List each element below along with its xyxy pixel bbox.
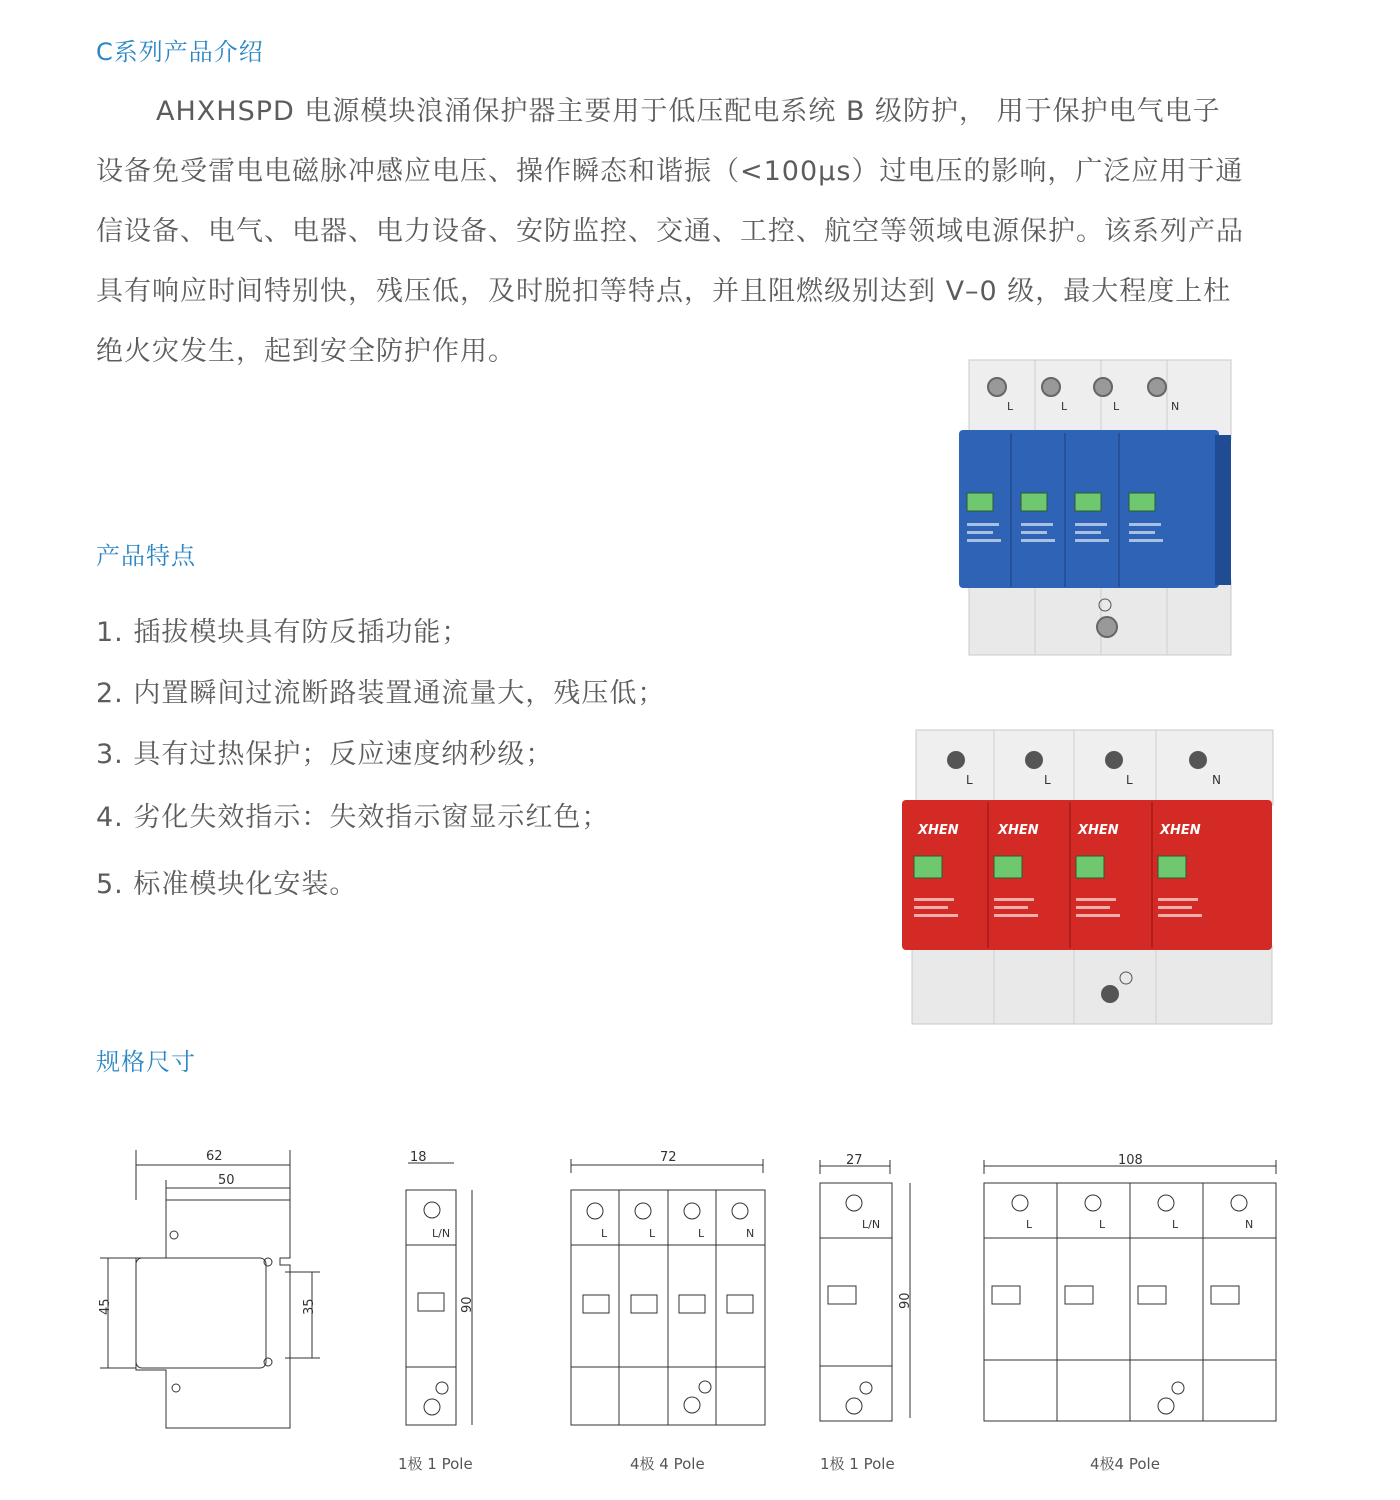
pole-label: L <box>1061 400 1068 413</box>
pole-label: N <box>746 1227 755 1240</box>
features-title: 产品特点 <box>96 542 196 570</box>
pole-label: L <box>1044 773 1051 787</box>
pole-label: L <box>1113 400 1120 413</box>
pole-label: N <box>1171 400 1180 413</box>
red-surge-protector-photo <box>900 726 1278 1028</box>
side-view-drawing <box>90 1140 330 1435</box>
caption-4pole: 4极 4 Pole <box>630 1455 705 1473</box>
brand-logo: XHEN <box>998 823 1039 838</box>
pole-label: N <box>1245 1218 1254 1231</box>
dim-width: 72 <box>660 1150 677 1165</box>
feature-item: 5. 标准模块化安装。 <box>96 869 358 900</box>
brand-logo: XHEN <box>1160 823 1201 838</box>
pole-label: L <box>601 1227 608 1240</box>
dimensions-title: 规格尺寸 <box>96 1048 196 1076</box>
pole-label: L <box>1099 1218 1106 1231</box>
pole-label: L <box>698 1227 705 1240</box>
caption-1pole: 1极 1 Pole <box>820 1455 895 1473</box>
brand-logo: XHEN <box>918 823 959 838</box>
four-pole-drawing-a <box>565 1145 770 1430</box>
dim-width: 108 <box>1118 1153 1143 1168</box>
pole-label: L/N <box>432 1227 451 1240</box>
feature-item: 1. 插拔模块具有防反插功能； <box>96 617 470 648</box>
pole-label: L <box>1172 1218 1179 1231</box>
feature-item: 2. 内置瞬间过流断路装置通流量大，残压低； <box>96 678 666 709</box>
caption-4pole: 4极4 Pole <box>1090 1455 1160 1473</box>
dim-height: 35 <box>302 1298 317 1315</box>
dim-width: 27 <box>846 1153 863 1168</box>
one-pole-drawing-a <box>400 1145 495 1435</box>
pole-label: L <box>1007 400 1014 413</box>
pole-label: L <box>1026 1218 1033 1231</box>
pole-label: N <box>1212 773 1221 787</box>
dim-width: 18 <box>410 1150 427 1165</box>
dim-height: 90 <box>898 1292 913 1309</box>
one-pole-drawing-b <box>812 1148 922 1428</box>
pole-label: L <box>649 1227 656 1240</box>
feature-item: 4. 劣化失效指示：失效指示窗显示红色； <box>96 802 610 833</box>
intro-title: C系列产品介绍 <box>96 38 264 66</box>
caption-1pole: 1极 1 Pole <box>398 1455 473 1473</box>
dim-height: 45 <box>98 1298 113 1315</box>
pole-label: L <box>1126 773 1133 787</box>
four-pole-drawing-b <box>978 1148 1283 1428</box>
dim-height: 90 <box>460 1296 475 1313</box>
feature-item: 3. 具有过热保护；反应速度纳秒级； <box>96 739 554 770</box>
brand-logo: XHEN <box>1078 823 1119 838</box>
pole-label: L <box>966 773 973 787</box>
dim-inner: 50 <box>218 1173 235 1188</box>
dim-width: 62 <box>206 1149 223 1164</box>
pole-label: L/N <box>862 1218 881 1231</box>
blue-surge-protector-photo <box>955 355 1240 660</box>
intro-paragraph: AHXHSPD 电源模块浪涌保护器主要用于低压配电系统 B 级防护， 用于保护电气电子设备免受雷电电磁脉冲感应电压、操作瞬态和谐振（<100μs）过电压的影响，广泛应用于通信设备、电气、电器、电力设备、安防监控、交通、工控、航空等领域电源保护。该系列产品具有响应时间特别快，残压低，及时脱扣等特点，并且阻燃级别达到 V–0 级，最大程度上杜绝火灾发生，起到安全防护作用。 <box>96 96 1244 367</box>
